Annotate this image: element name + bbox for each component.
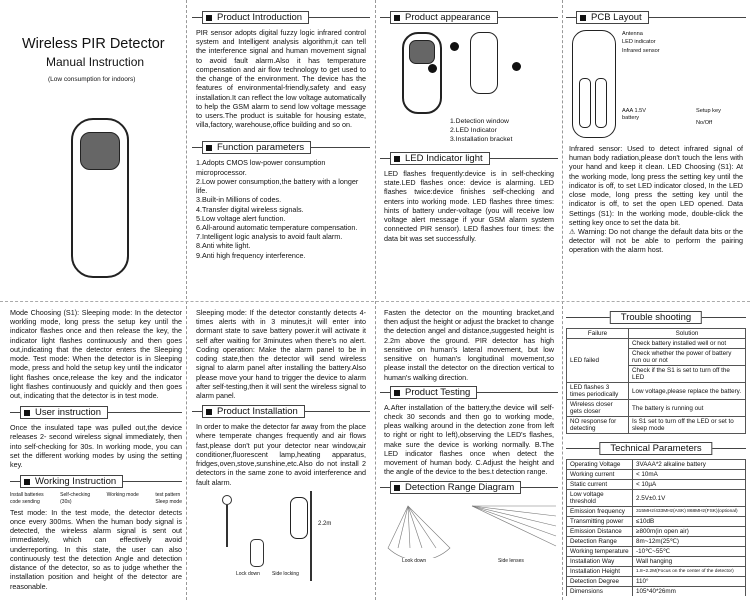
range-illustration [380, 498, 558, 568]
func-item: 8.Anti white light. [196, 241, 251, 251]
detector-mounted [290, 497, 308, 539]
pcb-labels-top [622, 30, 660, 55]
mode-text: Mode Choosing (S1): Sleeping mode: In the detector workling mode, long press the setup key until the indicator flashes once and then release the key, the indicator light flashes continuously and then goes out,indicating that the detector enters the Sleeping mode. Test mode: When the detector is in Sleeping mode, press and hold the setup key until the indicator light flashes once,release the key and the indicator light flashes continuously and quickly and then goes out, indicating that the detector is in test mode. [10, 308, 182, 400]
table-row: NO response for detecting Is S1 set to turn off the LED or set to sleep mode [567, 417, 746, 434]
led-text: LED flashes frequently:device is in self-checking state.LED flashes once: device is alarming. LED flashes twice:device finishes self-checking and enters into working mode. LED flashes three times: hints of battery under-voltage (you will receive low voltage alert message if your GSM alarm system connected PIR sensor). LED flashes four times: the data bit was set successfully. [384, 169, 554, 243]
table-row: Installation Way Wall hanging [567, 557, 746, 567]
table-row: Installation Height 1.8~2.2M(Focus on the center of the detector) [567, 567, 746, 577]
pcb-illustration [566, 28, 746, 140]
install-text: In order to make the detector far away from the place where temperate changes frequently and air flows fast,please don't put your detector near window,air conditioner,fluorescent lamp,heating apparatus, fridges,oven,stove,sunshine,etc.Also do not install 2 detectors in the same zone to avoid interference and fault alarm. [196, 422, 366, 487]
range-label: Look down [402, 557, 427, 564]
install-label: 2.2m [318, 520, 332, 527]
trouble-table [566, 328, 746, 434]
range-heading: Detection Range Diagram [390, 481, 521, 494]
func-list [192, 158, 370, 259]
func-item: 1.Adopts CMOS low-power consumption microprocessor. [196, 158, 326, 177]
intro-text: PIR sensor adopts digital fuzzy logic infrared control system and Intelligent analysis algorithm,it can tell the interference signal and human movement signal to avoid fault alarm.Also it has temperature compensation and air flow technology to get used to the change of the environment. The device has the features of environmental-friendly,safety and easy installation.It can reflect the low voltage automatically to help the GSM alarm to send low voltage message to users.The product is suitable for housing estate, villa,factory, warehouse,office building and so on. [196, 28, 366, 130]
sleep-text: Sleeping mode: If the detector constantly detects 4-times alerts with in 3 minutes,it will enter into dormant state to save battery power.it will activate it self after waiting for 3minutes when there's no alert. Coding operation: Make the alarm panel to be in coding state,then the detector will send wireless signal to alarm panel after installing the battery.Also please move your hand to trigger the device to alarm after self-testing,then it will sent the wireless signal to alarm panel. [196, 308, 366, 400]
table-row: Dimensions 105*40*26mm [567, 587, 746, 597]
cover-panel [8, 8, 180, 296]
func-item: 3.Built-in Millions of codes. [196, 195, 282, 205]
cover-note: (Low consumption for indoors) [48, 76, 136, 83]
pcb-label: AAA 1.5V battery [622, 108, 646, 121]
func-item: 4.Transfer digital wireless signals. [196, 204, 304, 214]
mode-panel [10, 308, 182, 596]
range-label: Side lenses [498, 557, 524, 564]
install-panel [192, 308, 370, 596]
flow-step: Install batteries code sending [10, 492, 44, 505]
detector-illustration [71, 118, 129, 278]
install-heading: Product Installation [202, 405, 305, 418]
testing-panel [380, 308, 558, 596]
table-row: Detection Range 8m~12m(25℃) [567, 537, 746, 547]
flow-step: test pattern Sleep mode [155, 492, 182, 505]
func-item: 6.All-around automatic temperature compensation. [196, 222, 358, 232]
appearance-heading: Product appearance [390, 11, 498, 24]
table-row: Check if the S1 is set to turn off the LED [567, 366, 746, 383]
testing-text: A.After installation of the battery,the device will self-check 30 seconds and then go to working mode, pleas walking around in the detection zone from left to right or right to left),observing the LED's flashes, make sure the device is working normally. B.The LED indicator flashes once when detect the movement of human body. C.Adjust the height and the angle of the device to the bes.t detection range. [384, 402, 554, 477]
appearance-illustration [380, 28, 558, 148]
callout-1 [450, 42, 459, 51]
cover-subtitle: Manual Instruction [46, 55, 145, 69]
trouble-heading: Trouble shooting [610, 311, 702, 324]
detection-window [80, 132, 120, 170]
table-row: Static current < 10µA [567, 480, 746, 490]
pcb-heading: PCB Layout [576, 11, 649, 24]
table-row: Transmitting power ≤10dB [567, 517, 746, 527]
table-row: Wireless closer gets closer The battery is running out [567, 400, 746, 417]
tech-panel [566, 308, 746, 596]
person-head [222, 495, 232, 505]
tech-heading: Technical Parameters [599, 442, 712, 455]
testing-heading: Product Testing [390, 386, 477, 399]
pcb-text: Infrared sensor: Used to detect infrared signal of human body radiation,please don't touch the lens with your hand and keep it clean. LED Choosing (S1): At the working mode, long press the setting key until the indicator is off, to set LED indicator closed, In the LED close mode, long press the setting key until the indicator is off, to set the open LED opened. Data Settings (S1): In the working mode, double-click the setting key once to set the data bit. [569, 144, 743, 227]
user-text: Once the insulated tape was pulled out,the device releases 2- second wireless signal immediately, then into self-checking for 30s. In working mode, you can set the different working modes by using the setting key. [10, 423, 182, 470]
table-row: Check whether the power of battery run ou or not [567, 349, 746, 366]
func-item: 5.Low voltage alert function. [196, 213, 286, 223]
pcb-label: Setup key [696, 108, 721, 114]
pcb-warning: Warning: Do not change the default data bits or the detector will not be able to perform the pairing operation with the alarm host. [569, 226, 743, 255]
install-label: Side locking [272, 570, 299, 577]
pcb-label: No/Off [696, 120, 713, 126]
table-row: Failure Solution [567, 329, 746, 339]
flow-step: Working mode [106, 492, 139, 499]
intro-panel [192, 8, 370, 298]
work-heading: Working Instruction [20, 475, 123, 488]
intro-heading: Product Introduction [202, 11, 309, 24]
callout-3 [512, 62, 521, 71]
appearance-label: 3.Installation bracket [450, 135, 513, 143]
pcb-label: LED indicator [622, 39, 656, 46]
battery-2 [595, 78, 607, 128]
flow-step: Self-checking (30s) [60, 492, 91, 505]
work-text: Test mode: In the test mode, the detector detects once every 300ms. When the human body signal is detected, the wireless alarm signal is sent out immediately, which can effectively avoid underreporting. In this state, the user can also continuously test the detection Angle and detection distance of the detector, so as to judge whether the installation position and height of the detector are reasonable. [10, 507, 182, 591]
table-row: LED flashes 3 times periodically Low voltage,please replace the battery. [567, 383, 746, 400]
pcb-label: Infrared sensor [622, 47, 660, 54]
tech-table [566, 459, 746, 596]
appearance-label: 2.LED Indicator [450, 126, 497, 134]
pcb-panel [566, 8, 746, 298]
led-heading: LED Indicator light [390, 152, 490, 165]
appearance-labels [450, 118, 512, 144]
table-row: LED failed Check battery installed well or not [567, 339, 746, 349]
side-view-fan [472, 506, 556, 546]
pcb-label: Antenna [622, 31, 643, 37]
install-label: Lock down [236, 570, 260, 577]
cover-title: Wireless PIR Detector [22, 36, 165, 52]
top-view-fan [388, 506, 450, 558]
appearance-label: 1.Detection window [450, 118, 509, 125]
appearance-panel [380, 8, 558, 298]
range-diagram [380, 498, 558, 558]
warning-icon: ⚠ [569, 226, 576, 236]
bracket-small [250, 539, 264, 567]
table-row: Low voltage threshold 2.5V±0.1V [567, 490, 746, 507]
table-row: Working current < 10mA [567, 470, 746, 480]
user-heading: User instruction [20, 406, 108, 419]
func-item: 2.Low power consumption,the battery with a longer life. [196, 176, 359, 196]
battery-1 [579, 78, 591, 128]
fasten-text: Fasten the detector on the mounting bracket,and then adjust the height or adjust the bracket to change the detection angel and distance,suggested height is 2.2m above the ground. PIR detector has high sensitive on human's lateral movement, but low sensitive on human's longitudinal movement,so please install the detector on the direction vertical to human's walking direction. [384, 308, 554, 382]
wall [310, 491, 312, 581]
table-row: Working temperature -10℃~55℃ [567, 547, 746, 557]
table-row: Detection Degree 110° [567, 577, 746, 587]
bracket-view [470, 32, 498, 94]
front-view [402, 32, 442, 114]
work-flow [10, 492, 182, 505]
func-heading: Function parameters [202, 141, 311, 154]
func-item: 9.Anti high frequency interference. [196, 250, 306, 260]
callout-2 [428, 64, 437, 73]
person-body [226, 505, 228, 547]
func-item: 7.Intelligent logic analysis to avoid fault alarm. [196, 232, 343, 242]
table-row: Emission Distance ≥800m(in open air) [567, 527, 746, 537]
detection-window [409, 40, 435, 64]
install-illustration [192, 491, 370, 583]
table-row: Emission frequency 315MHz/433MHz(ASK) 868MHz(FSK)(optional) [567, 507, 746, 517]
table-row: Operating Voltage 3VAAA*2 alkaline battery [567, 460, 746, 470]
pcb-warning-row [566, 227, 746, 255]
